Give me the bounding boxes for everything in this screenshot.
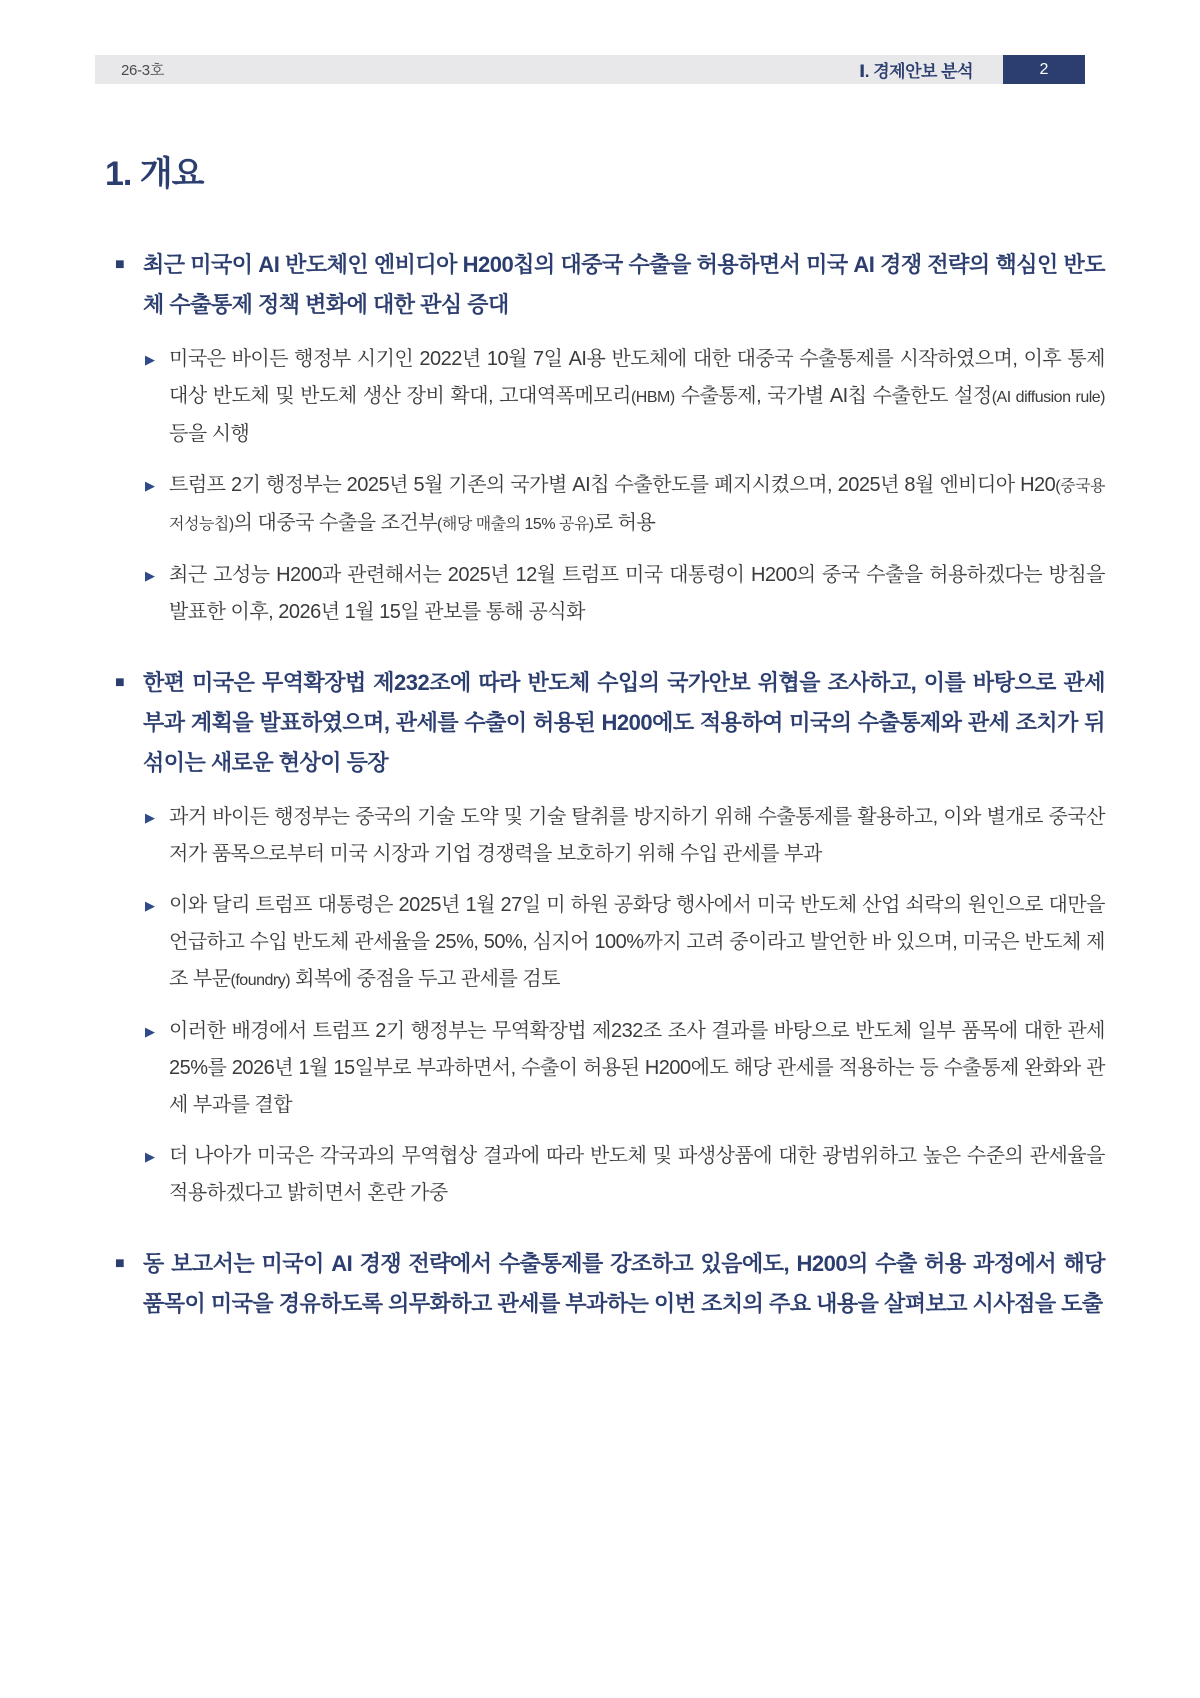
main-bullet xyxy=(95,1244,1105,1324)
text-segment: 최근 고성능 H200과 관련해서는 2025년 12월 트럼프 미국 대통령이 H200의 중국 수출을 허용하겠다는 방침을 발표한 이후, 2026년 1월 15일 관보를 통해 공식화 xyxy=(169,564,1105,623)
text-segment: 미국은 바이든 행정부 시기인 2022년 10월 7일 AI용 반도체에 대한 대중국 수출통제를 시작하였으며, 이후 통제 대상 반도체 및 반도체 생산 장비 확대, 고대역폭메모리 xyxy=(169,348,1105,407)
text-segment: 이러한 배경에서 트럼프 2기 행정부는 무역확장법 제232조 조사 결과를 바탕으로 반도체 일부 품목에 대한 관세 25%를 2026년 1월 15일부로 부과하면서, 수출이 허용된 H200에도 해당 관세를 적용하는 등 수출통제 완화와 관세 부과를 결합 xyxy=(169,1020,1105,1116)
triangle-bullet-icon: ▶ xyxy=(145,898,155,913)
document-body xyxy=(95,245,1105,1324)
triangle-bullet-icon: ▶ xyxy=(145,1149,155,1164)
square-bullet-icon: ■ xyxy=(115,674,125,691)
triangle-bullet-icon: ▶ xyxy=(145,568,155,583)
sub-bullet-text xyxy=(169,341,1105,453)
main-bullet xyxy=(95,663,1105,783)
text-segment: 이와 달리 트럼프 대통령은 2025년 1월 27일 미 하원 공화당 행사에서 미국 반도체 산업 쇠락의 원인으로 대만을 언급하고 수입 반도체 관세율을 25%, 50%, 심지어 100%까지 고려 중이라고 발언한 바 있으며, 미국은 반도체 제조 부문 xyxy=(169,894,1105,990)
text-segment: 등을 시행 xyxy=(169,423,250,445)
header-section-title: Ⅰ. 경제안보 분석 xyxy=(858,62,973,81)
text-segment: 과거 바이든 행정부는 중국의 기술 도약 및 기술 탈취를 방지하기 위해 수출통제를 활용하고, 이와 별개로 중국산 저가 품목으로부터 미국 시장과 기업 경쟁력을 보호하기 위해 수입 관세를 부과 xyxy=(169,806,1105,865)
section-overview-3 xyxy=(95,1244,1105,1324)
text-segment: 수출통제, 국가별 AI칩 수출한도 설정 xyxy=(674,385,992,407)
text-segment: 트럼프 2기 행정부는 2025년 5월 기존의 국가별 AI칩 수출한도를 폐지시켰으며, 2025년 8월 엔비디아 H20 xyxy=(169,474,1056,496)
triangle-bullet-icon: ▶ xyxy=(145,1024,155,1039)
sub-bullet-text xyxy=(169,1138,1105,1212)
sub-bullet-text xyxy=(169,467,1105,543)
paren-text: (HBM) xyxy=(630,389,675,406)
text-segment: 회복에 중점을 두고 관세를 검토 xyxy=(290,968,561,990)
paren-text: (AI diffusion rule) xyxy=(991,389,1105,406)
section-overview-1 xyxy=(95,245,1105,631)
page-header xyxy=(95,55,1085,84)
sub-bullet-text xyxy=(169,1013,1105,1124)
sub-bullet xyxy=(95,1013,1105,1124)
triangle-bullet-icon: ▶ xyxy=(145,810,155,825)
page-number-badge xyxy=(1003,55,1085,84)
sub-bullet xyxy=(95,887,1105,999)
text-segment: 더 나아가 미국은 각국과의 무역협상 결과에 따라 반도체 및 파생상품에 대한 광범위하고 높은 수준의 관세율을 적용하겠다고 밝히면서 혼란 가중 xyxy=(169,1145,1105,1204)
text-segment: 로 허용 xyxy=(593,512,656,534)
main-bullet-text: 최근 미국이 AI 반도체인 엔비디아 H200칩의 대중국 수출을 허용하면서 미국 AI 경쟁 전략의 핵심인 반도체 수출통제 정책 변화에 대한 관심 증대 xyxy=(143,252,1105,317)
sub-bullet xyxy=(95,467,1105,543)
sub-bullet xyxy=(95,341,1105,453)
issue-number: 26-3호 xyxy=(121,62,165,79)
triangle-bullet-icon: ▶ xyxy=(145,478,155,493)
sub-bullet xyxy=(95,557,1105,631)
section-overview-2 xyxy=(95,663,1105,1212)
square-bullet-icon: ■ xyxy=(115,1255,125,1272)
square-bullet-icon: ■ xyxy=(115,256,125,273)
sub-bullet-text xyxy=(169,557,1105,631)
paren-text: (중국용 저성능칩) xyxy=(169,478,1105,533)
triangle-bullet-icon: ▶ xyxy=(145,352,155,367)
paren-text: (foundry) xyxy=(230,972,291,989)
sub-bullet xyxy=(95,1138,1105,1212)
sub-bullet xyxy=(95,799,1105,873)
text-segment: 의 대중국 수출을 조건부 xyxy=(233,512,438,534)
main-bullet xyxy=(95,245,1105,325)
document-title: 1. 개요 xyxy=(105,155,204,193)
sub-bullet-text xyxy=(169,799,1105,873)
main-bullet-text: 한편 미국은 무역확장법 제232조에 따라 반도체 수입의 국가안보 위협을 조사하고, 이를 바탕으로 관세 부과 계획을 발표하였으며, 관세를 수출이 허용된 H200에도 적용하여 미국의 수출통제와 관세 조치가 뒤섞이는 새로운 현상이 등장 xyxy=(143,670,1105,775)
paren-text: (해당 매출의 15% 공유) xyxy=(437,516,594,533)
page-number: 2 xyxy=(1039,60,1049,78)
main-bullet-text: 동 보고서는 미국이 AI 경쟁 전략에서 수출통제를 강조하고 있음에도, H200의 수출 허용 과정에서 해당 품목이 미국을 경유하도록 의무화하고 관세를 부과하는 이번 조치의 주요 내용을 살펴보고 시사점을 도출 xyxy=(143,1251,1105,1316)
sub-bullet-text xyxy=(169,887,1105,999)
